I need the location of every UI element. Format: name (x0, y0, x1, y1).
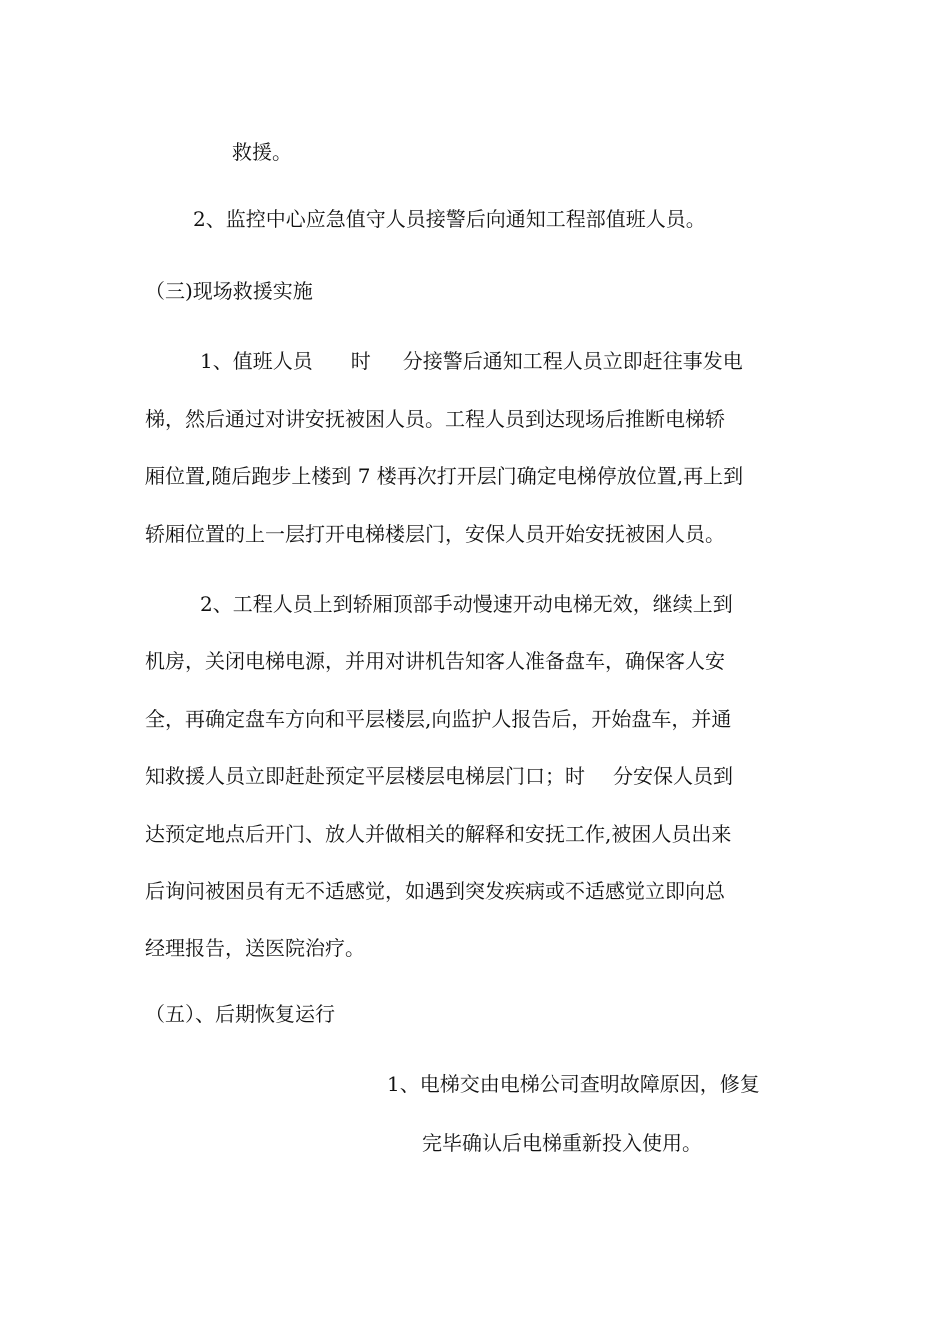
paragraph-line (232, 138, 292, 166)
paragraph-line (145, 820, 731, 848)
line-text: 完毕确认后电梯重新投入使用。 (422, 1131, 702, 1155)
line-text: 分接警后通知工程人员立即赶往事发电 (402, 349, 743, 373)
line-text: 时 (350, 349, 371, 373)
line-text: 救援。 (232, 140, 292, 164)
paragraph-line (145, 705, 731, 733)
line-text: 2、工程人员上到轿厢顶部手动慢速开动电梯无效，继续上到 (200, 592, 733, 616)
section-heading (145, 1000, 335, 1028)
section-heading (145, 277, 313, 305)
line-text: 分安保人员到 (613, 764, 733, 788)
line-text: 梯，然后通过对讲安抚被困人员。工程人员到达现场后推断电梯轿 (145, 407, 725, 431)
line-text: 达预定地点后开门、放人并做相关的解释和安抚工作,被困人员出来 (145, 822, 732, 846)
line-text: 厢位置,随后跑步上楼到 7 楼再次打开层门确定电梯停放位置,再上到 (145, 464, 744, 488)
paragraph-line (145, 934, 365, 962)
line-text: 经理报告，送医院治疗。 (145, 936, 365, 960)
line-text: 轿厢位置的上一层打开电梯楼层门，安保人员开始安抚被困人员。 (145, 522, 725, 546)
heading-text: （五）、后期恢复运行 (145, 1002, 335, 1026)
paragraph-line (145, 405, 725, 433)
paragraph-line (145, 877, 725, 905)
line-text: 1、值班人员 (200, 349, 313, 373)
heading-text: （三)现场救援实施 (145, 279, 313, 303)
paragraph-line (387, 1070, 760, 1098)
line-text: 1、电梯交由电梯公司查明故障原因，修复 (387, 1072, 760, 1096)
paragraph-line (422, 1129, 702, 1157)
line-text: 后询问被困员有无不适感觉，如遇到突发疾病或不适感觉立即向总 (145, 879, 725, 903)
line-text: 2、监控中心应急值守人员接警后向通知工程部值班人员。 (193, 207, 706, 231)
paragraph-line (145, 462, 743, 490)
paragraph-line (193, 205, 706, 233)
line-text: 机房，关闭电梯电源，并用对讲机告知客人准备盘车，确保客人安 (145, 649, 725, 673)
line-text: 全，再确定盘车方向和平层楼层,向监护人报告后，开始盘车，并通 (145, 707, 732, 731)
paragraph-line (200, 590, 733, 618)
paragraph-line (145, 647, 725, 675)
line-text: 知救援人员立即赶赴预定平层楼层电梯层门口；时 (145, 764, 585, 788)
paragraph-line (145, 762, 733, 790)
paragraph-line (200, 347, 743, 375)
paragraph-line (145, 520, 725, 548)
